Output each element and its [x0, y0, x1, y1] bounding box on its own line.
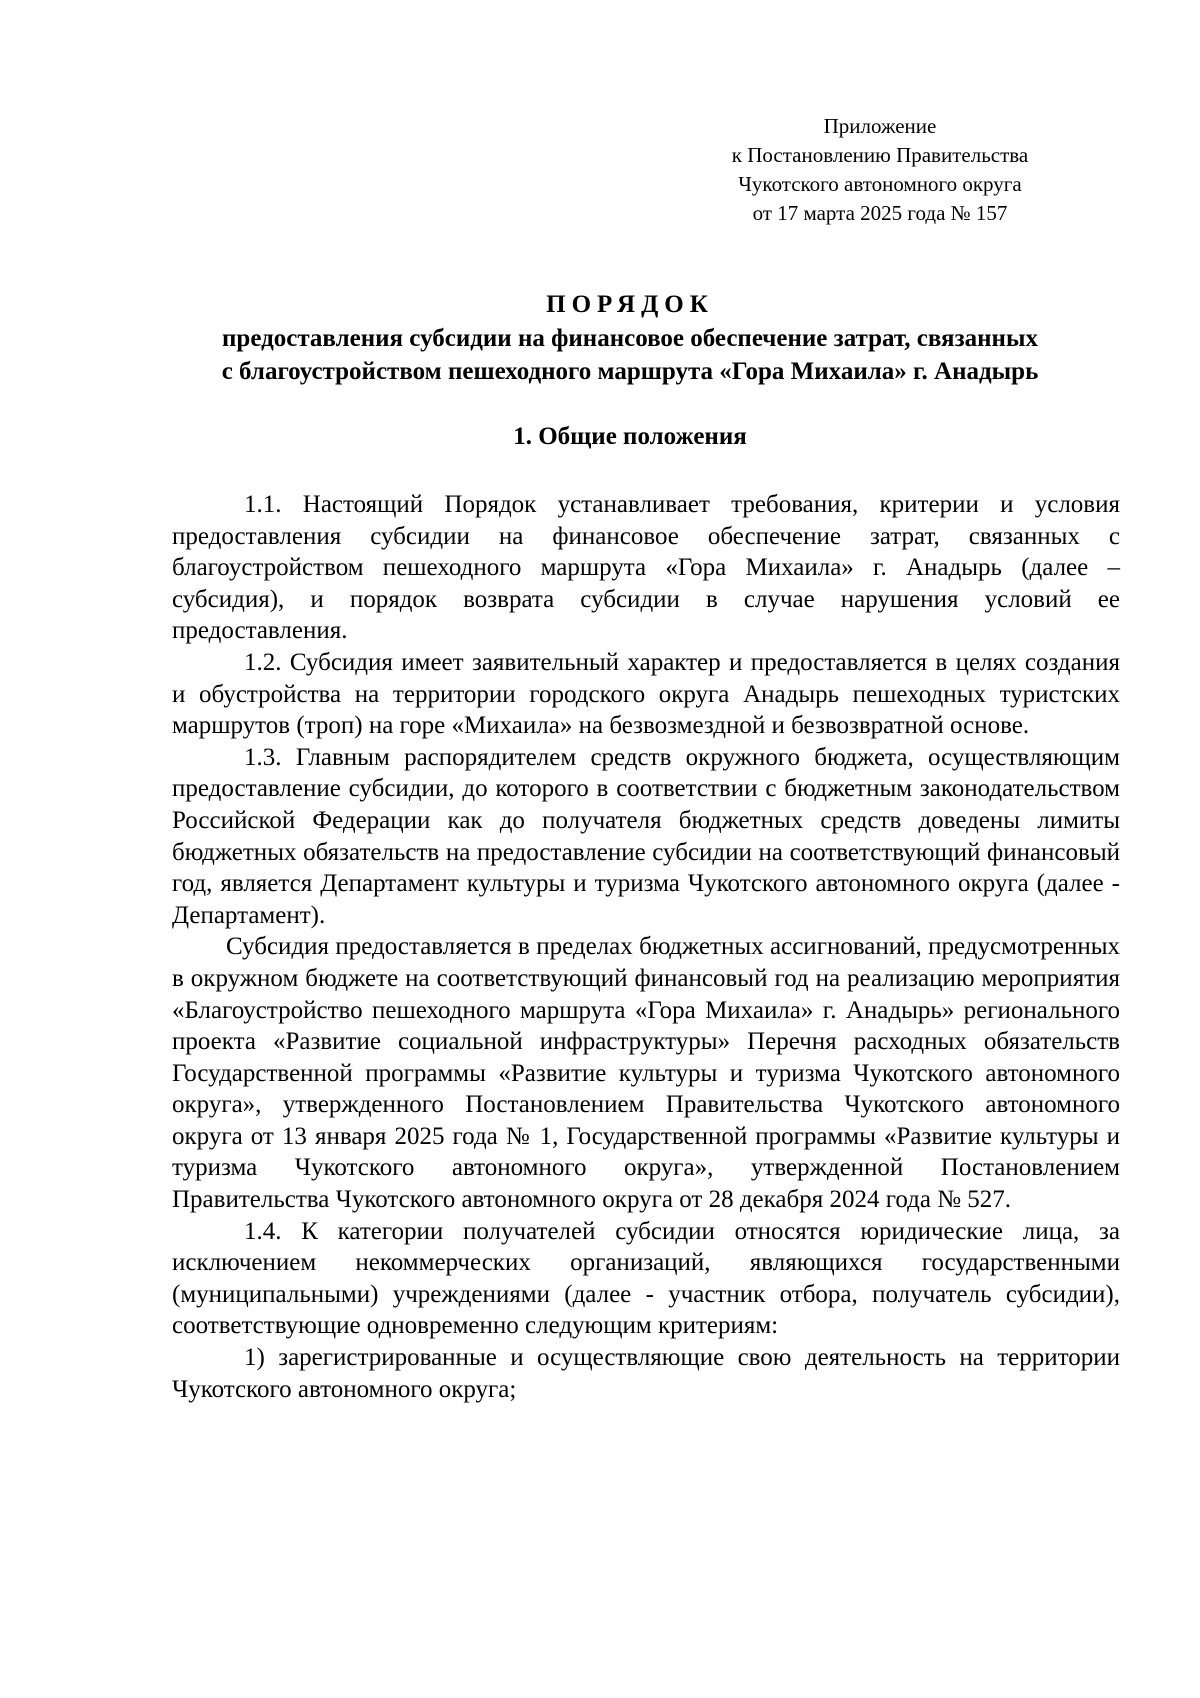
appendix-line-2: к Постановлению Правительства [731, 143, 1029, 167]
paragraph-1-1: 1.1. Настоящий Порядок устанавливает требования, критерии и условия предоставления субсидии на финансовое обеспечение затрат, связанных с благоустройством пешеходного маршрута «Гора Михаила» г. Анадырь (далее – субсидия), и порядок возврата субсидии в случае нарушения условий ее предоставления. [172, 491, 1120, 645]
appendix-line-3: Чукотского автономного округа [738, 172, 1022, 196]
section-body [172, 489, 1120, 1405]
document-title-block [140, 288, 1120, 388]
section-heading: 1. Общие положения [513, 423, 747, 450]
appendix-line-4: от 17 марта 2025 года № 157 [752, 201, 1008, 225]
paragraph-criterion-1: 1) зарегистрированные и осуществляющие свою деятельность на территории Чукотского автономного округа; [172, 1344, 1120, 1403]
paragraph-1-3: 1.3. Главным распорядителем средств окружного бюджета, осуществляющим предоставление субсидии, до которого в соответствии с бюджетным законодательством Российской Федерации как до получателя бюджетных средств доведены лимиты бюджетных обязательств на предоставление субсидии на соответствующий финансовый год, является Департамент культуры и туризма Чукотского автономного округа (далее - Департамент). [172, 743, 1120, 929]
appendix-block [690, 112, 1070, 228]
document-subtitle-line-1: предоставления субсидии на финансовое обеспечение затрат, связанных [222, 325, 1038, 352]
document-title: ПОРЯДОК [546, 291, 714, 318]
paragraph-subsidy-budget: Субсидия предоставляется в пределах бюджетных ассигнований, предусмотренных в окружном бюджете на соответствующий финансовый год на реализацию мероприятия «Благоустройство пешеходного маршрута «Гора Михаила» г. Анадырь» регионального проекта «Развитие социальной инфраструктуры» Перечня расходных обязательств Государственной программы «Развитие культуры и туризма Чукотского автономного округа», утвержденного Постановлением Правительства Чукотского автономного округа от 13 января 2025 года № 1, Государственной программы «Развитие культуры и туризма Чукотского автономного округа», утвержденной Постановлением Правительства Чукотского автономного округа от 28 декабря 2024 года № 527. [172, 933, 1120, 1214]
document-subtitle-line-2: с благоустройством пешеходного маршрута «Гора Михаила» г. Анадырь [221, 358, 1039, 385]
paragraph-1-2: 1.2. Субсидия имеет заявительный характер и предоставляется в целях создания и обустройства на территории городского округа Анадырь пешеходных туристских маршрутов (троп) на горе «Михаила» на безвозмездной и безвозвратной основе. [172, 648, 1120, 740]
paragraph-1-4: 1.4. К категории получателей субсидии относятся юридические лица, за исключением некоммерческих организаций, являющихся государственными (муниципальными) учреждениями (далее - участник отбора, получатель субсидии), соответствующие одновременно следующим критериям: [172, 1217, 1120, 1340]
appendix-line-1: Приложение [823, 114, 937, 138]
